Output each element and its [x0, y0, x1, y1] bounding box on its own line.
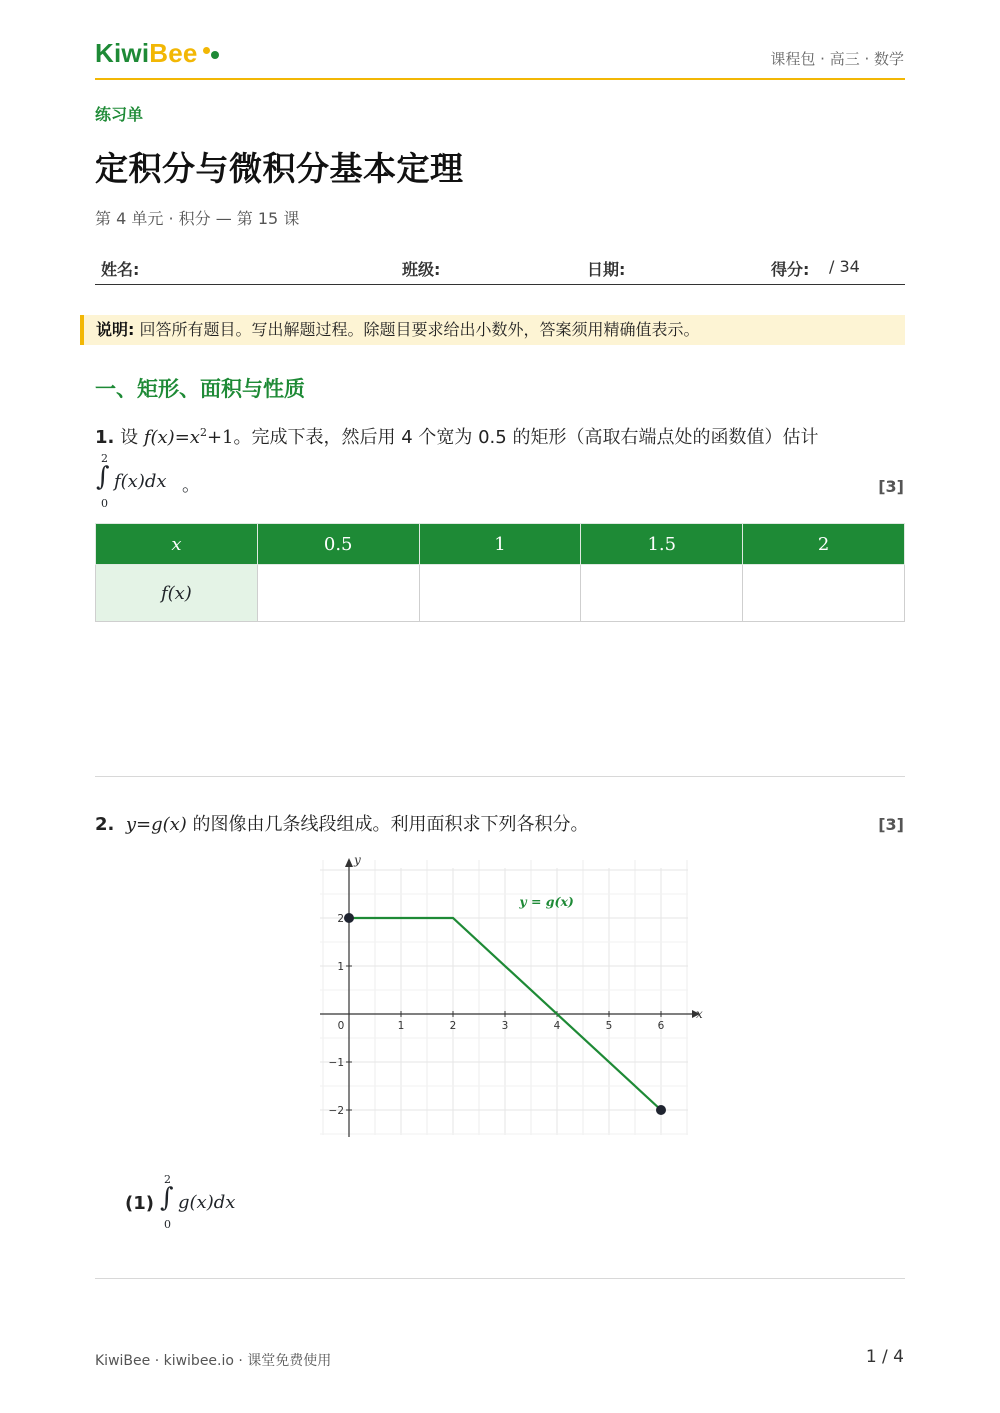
q1-exponent: 2 — [199, 426, 207, 439]
date-label: 日期: — [587, 260, 626, 279]
integrand: f(x)dx — [114, 471, 167, 492]
logo-bee: Bee — [149, 38, 198, 68]
graph-of-g — [310, 850, 710, 1145]
q1-integral — [96, 452, 216, 512]
q1-func-base: f(x)=x — [143, 427, 200, 448]
bee-dots-icon — [202, 45, 220, 63]
x-tick-label: 2 — [449, 1020, 457, 1032]
x-tick-label: 3 — [501, 1020, 509, 1032]
q2-part1-label — [125, 1193, 154, 1214]
part-number: (1) — [125, 1193, 154, 1214]
table-header-cell: 2 — [743, 524, 905, 565]
answer-cell[interactable] — [581, 565, 743, 622]
x-axis-label: x — [696, 1007, 703, 1021]
q1-end: 。 — [182, 475, 200, 496]
score-total: / 34 — [829, 257, 860, 276]
table-header-cell: 1 — [419, 524, 581, 565]
table-row-label: f(x) — [96, 565, 258, 622]
brand-logo — [95, 38, 220, 69]
note-text: 回答所有题目。写出解题过程。除题目要求给出小数外，答案须用精确值表示。 — [134, 320, 700, 339]
series-label: y = g(x) — [519, 894, 574, 909]
breadcrumb: 课程包 · 高三 · 数学 — [770, 50, 904, 68]
values-table — [95, 523, 905, 622]
page-number: 1 / 4 — [865, 1347, 904, 1367]
table-header-row — [96, 524, 905, 565]
y-tick-label: 2 — [337, 913, 344, 925]
integral-upper: 2 — [164, 1173, 171, 1186]
answer-cell[interactable] — [743, 565, 905, 622]
y-axis-arrow-icon — [345, 858, 353, 867]
worksheet-kicker: 练习单 — [95, 105, 144, 124]
q2-marks: [3] — [878, 815, 904, 834]
header-divider — [95, 78, 905, 80]
integral-sign-icon: ∫ — [96, 462, 110, 492]
table-header-cell: x — [96, 524, 258, 565]
student-info-row — [95, 250, 905, 285]
instructions-note — [80, 315, 905, 345]
logo-kiwi: Kiwi — [95, 38, 150, 68]
x-tick-label: 4 — [553, 1020, 561, 1032]
answer-cell[interactable] — [257, 565, 419, 622]
q2-function: y=g(x) — [125, 814, 187, 835]
integral-lower: 0 — [101, 497, 108, 510]
q2-part1-integral — [160, 1173, 280, 1233]
question-divider — [95, 1278, 905, 1279]
x-tick-label: 1 — [397, 1020, 405, 1032]
table-header-cell: 0.5 — [257, 524, 419, 565]
x-tick-label: 5 — [605, 1020, 613, 1032]
page-subtitle: 第 4 单元 · 积分 — 第 15 课 — [95, 209, 300, 228]
q1-function — [144, 427, 234, 448]
y-tick-label: −2 — [328, 1105, 344, 1117]
x-tick-label: 6 — [657, 1020, 665, 1032]
answer-cell[interactable] — [419, 565, 581, 622]
y-axis-label: y — [354, 853, 361, 867]
y-tick-label: 1 — [337, 961, 344, 973]
q1-marks: [3] — [878, 477, 904, 496]
y-tick-label: −1 — [328, 1057, 344, 1069]
endpoint-dot — [656, 1105, 666, 1115]
x-tick-label: 0 — [337, 1020, 345, 1032]
class-label: 班级: — [402, 260, 441, 279]
endpoint-dot — [344, 913, 354, 923]
integral-sign-icon: ∫ — [160, 1183, 174, 1213]
note-label: 说明: — [96, 320, 135, 339]
question-divider — [95, 776, 905, 777]
name-label: 姓名: — [101, 260, 140, 279]
question-2 — [95, 810, 589, 836]
question-number: 2. — [95, 814, 115, 835]
table-row — [96, 565, 905, 622]
q1-pre: 设 — [120, 427, 139, 448]
table-header-cell: 1.5 — [581, 524, 743, 565]
q1-text: 。完成下表，然后用 4 个宽为 0.5 的矩形（高取右端点处的函数值）估计 — [233, 427, 819, 448]
q1-func-tail: +1 — [206, 427, 234, 448]
footer-credit: KiwiBee · kiwibee.io · 课堂免费使用 — [95, 1353, 332, 1369]
page-title: 定积分与微积分基本定理 — [95, 149, 464, 188]
question-number: 1. — [95, 427, 115, 448]
question-1 — [95, 423, 885, 449]
section-heading: 一、矩形、面积与性质 — [95, 377, 305, 401]
integral-lower: 0 — [164, 1218, 171, 1231]
q2-text: 的图像由几条线段组成。利用面积求下列各积分。 — [192, 814, 589, 835]
integral-upper: 2 — [101, 452, 108, 465]
integrand: g(x)dx — [178, 1192, 236, 1213]
score-label: 得分: — [771, 260, 810, 279]
